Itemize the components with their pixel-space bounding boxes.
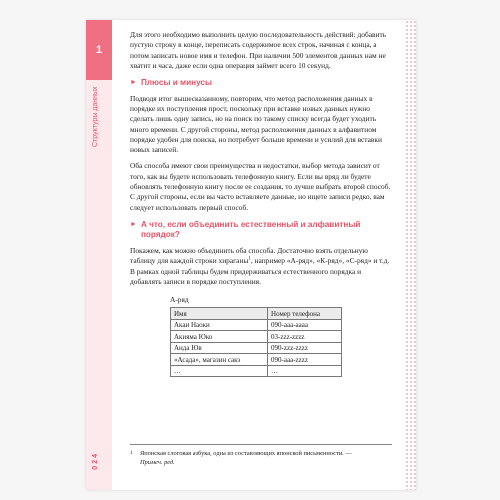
- footnote-editor-note: Примеч. ред.: [140, 459, 175, 466]
- chapter-number: 1: [86, 20, 112, 80]
- table-cell: 090-ааа-zzzz: [268, 354, 342, 366]
- section-heading-text: Плюсы и минусы: [140, 78, 212, 88]
- footnote-text: Японская слоговая азбука, одна из составляющих японской письменности. —: [140, 450, 352, 457]
- chapter-sidebar: [86, 20, 112, 490]
- section-heading-combine: [130, 220, 392, 241]
- chapter-title: Структуры данных: [92, 86, 99, 147]
- phone-table-block: [170, 295, 392, 377]
- footnote-ref: 1: [248, 256, 251, 262]
- table-row: [171, 342, 342, 354]
- table-cell: 090-zzz-zzzz: [268, 342, 342, 354]
- table-cell: Акияма Юко: [171, 331, 268, 343]
- dotted-margin-decoration: [405, 20, 416, 490]
- table-caption: А-ряд: [170, 295, 189, 305]
- footnote-body: [130, 449, 392, 467]
- table-cell: …: [268, 365, 342, 377]
- page-number: 024: [92, 452, 99, 470]
- paragraph-text: , например «А-ряд», «К-ряд», «С-ряд» и т.д. В рамках одной таблицы будем придерживаться естественного порядка и добавлять записи в порядке поступления.: [130, 256, 390, 286]
- table-header-row: [171, 308, 342, 320]
- paragraph: Оба способа имеют свои преимущества и недостатки, выбор метода зависит от того, как вы будете использовать телефонную книгу. Если вы вряд ли будете обновлять телефонную книгу после ее создания, то лучше выбрать второй способ. С другой стороны, если вы часто вставляете данные, но ищете записи редко, вам следует использовать первый способ.: [130, 161, 391, 212]
- triangle-bullet-icon: ►: [130, 220, 137, 228]
- table-row: [171, 319, 342, 331]
- book-page: [86, 20, 416, 490]
- page-content: [130, 30, 392, 377]
- table-cell: 090-aaa-aaaa: [268, 319, 342, 331]
- phone-table: [170, 307, 342, 377]
- table-row: [171, 331, 342, 343]
- footnote: [130, 444, 392, 467]
- paragraph: [130, 246, 392, 287]
- section-heading-text: А что, если объединить естественный и алфавитный порядок?: [140, 219, 361, 240]
- table-cell: «Асада», магазин сакэ: [171, 354, 268, 366]
- table-header-cell: Имя: [171, 308, 268, 320]
- section-heading-pros-cons: [130, 78, 392, 89]
- table-header-cell: Номер телефона: [268, 308, 342, 320]
- table-cell: Анда Юв: [171, 342, 268, 354]
- table-cell: Акаи Наоки: [171, 319, 268, 331]
- triangle-bullet-icon: ►: [130, 79, 137, 87]
- footnote-mark: 1: [130, 451, 133, 456]
- table-row: [171, 365, 342, 377]
- table-cell: …: [171, 365, 268, 377]
- table-row: [171, 354, 342, 366]
- table-cell: 03-zzz-zzzz: [268, 331, 342, 343]
- paragraph-text: Покажем, как можно объединить оба способа. Достаточно взять отдельную таблицу для каждой строки хираганы: [130, 245, 368, 266]
- paragraph: Подводя итог вышесказанному, повторим, что метод расположения данных в порядке их поступления прост, поскольку при вставке новых данных нужно сделать лишь одну запись, но на поиск по такому списку всегда будет уходить много времени. С другой стороны, метод расположения данных в алфавитном порядке удобен для поиска, но потребует больше времени и усилий для вставки новых записей.: [130, 93, 382, 155]
- intro-paragraph: Для этого необходимо выполнить целую последовательность действий: добавить пустую строку в конце, переписать содержимое всех строк, начиная с конца, а потом записать новое имя и телефон. При наличии 500 элементов данных нам не хватит и часа, даже если одна операция займет всего 10 секунд.: [130, 30, 387, 70]
